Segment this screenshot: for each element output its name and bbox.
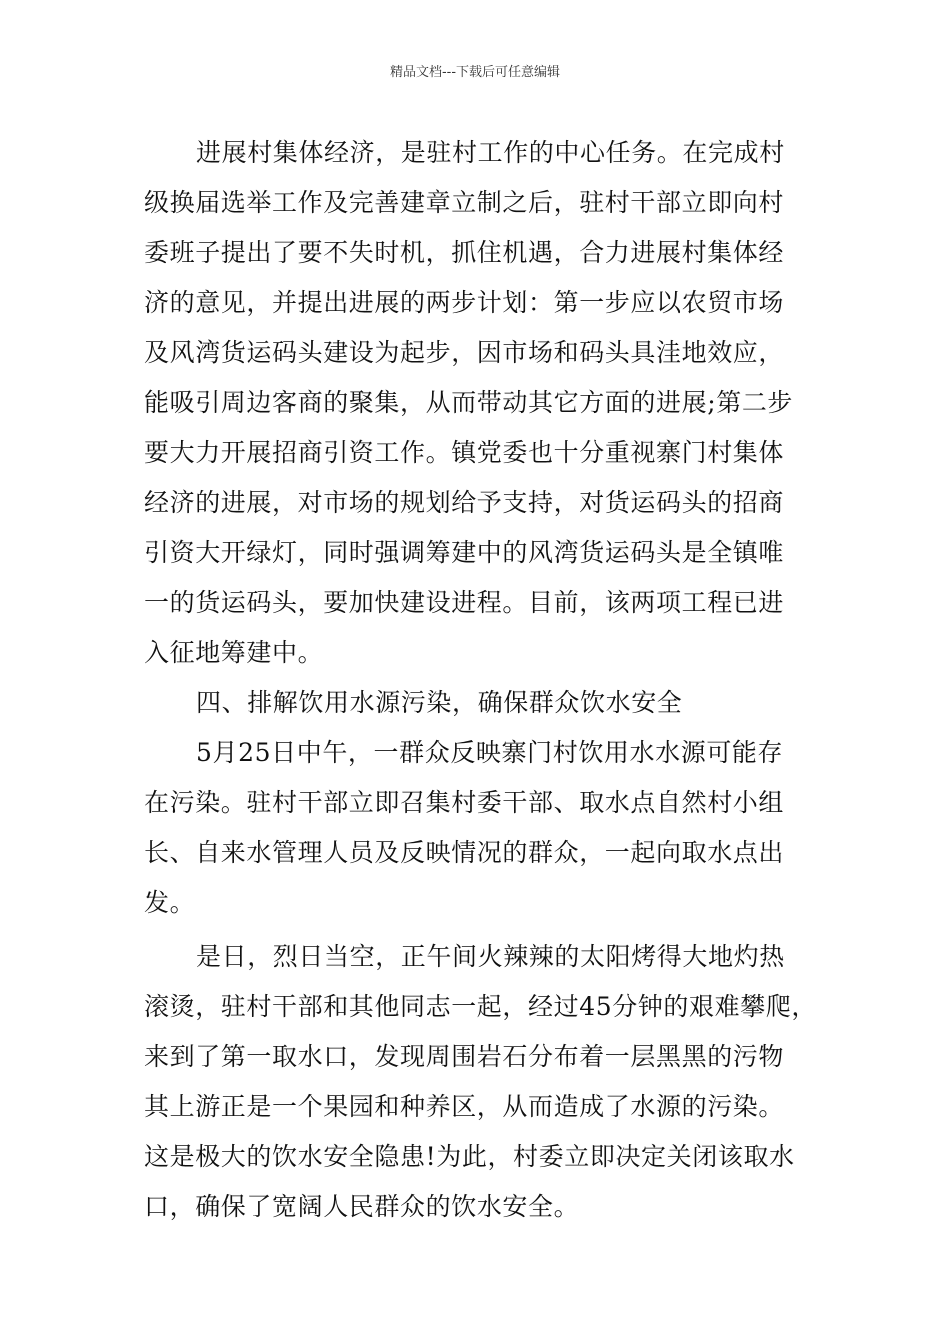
text-line: 长、自来水管理人员及反映情况的群众，一起向取水点出 [144,838,785,867]
text-line: 及风湾货运码头建设为起步，因市场和码头具洼地效应， [144,338,785,367]
text-line: 这是极大的饮水安全隐患!为此，村委立即决定关闭该取水 [144,1142,795,1171]
text-line: 发。 [144,888,196,917]
text-line: 是日，烈日当空，正午间火辣辣的太阳烤得大地灼热 [196,942,785,971]
text-line: 在污染。驻村干部立即召集村委干部、取水点自然村小组 [144,788,785,817]
text-line: 要大力开展招商引资工作。镇党委也十分重视寨门村集体 [144,438,785,467]
paragraph-water-inspection [144,932,818,1232]
text-line: 来到了第一取水口，发现周围岩石分布着一层黑黑的污物 [144,1042,785,1071]
document-body [144,128,818,1232]
text-line: 口，确保了宽阔人民群众的饮水安全。 [144,1192,580,1221]
paragraph-water-report [144,728,814,928]
section-heading [144,678,814,728]
text-line: 能吸引周边客商的聚集，从而带动其它方面的进展;第二步 [144,388,794,417]
text-line: 级换届选举工作及完善建章立制之后，驻村干部立即向村 [144,188,785,217]
text-line: 其上游正是一个果园和种养区，从而造成了水源的污染。 [144,1092,785,1121]
text-line: 引资大开绿灯，同时强调筹建中的风湾货运码头是全镇唯 [144,538,785,567]
text-line: 滚烫，驻村干部和其他同志一起，经过45分钟的艰难攀爬， [144,992,818,1021]
paragraph-village-economy [144,128,814,678]
section-heading-text: 四、排解饮用水源污染，确保群众饮水安全 [196,688,683,717]
text-line: 济的意见，并提出进展的两步计划：第一步应以农贸市场 [144,288,785,317]
text-line: 经济的进展，对市场的规划给予支持，对货运码头的招商 [144,488,785,517]
text-line: 5月25日中午，一群众反映寨门村饮用水水源可能存 [196,738,784,767]
text-line: 进展村集体经济，是驻村工作的中心任务。在完成村 [196,138,785,167]
text-line: 一的货运码头，要加快建设进程。目前，该两项工程已进 [144,588,785,617]
page-header: 精品文档---下载后可任意编辑 [389,65,561,80]
text-line: 入征地筹建中。 [144,638,324,667]
text-line: 委班子提出了要不失时机，抓住机遇，合力进展村集体经 [144,238,785,267]
